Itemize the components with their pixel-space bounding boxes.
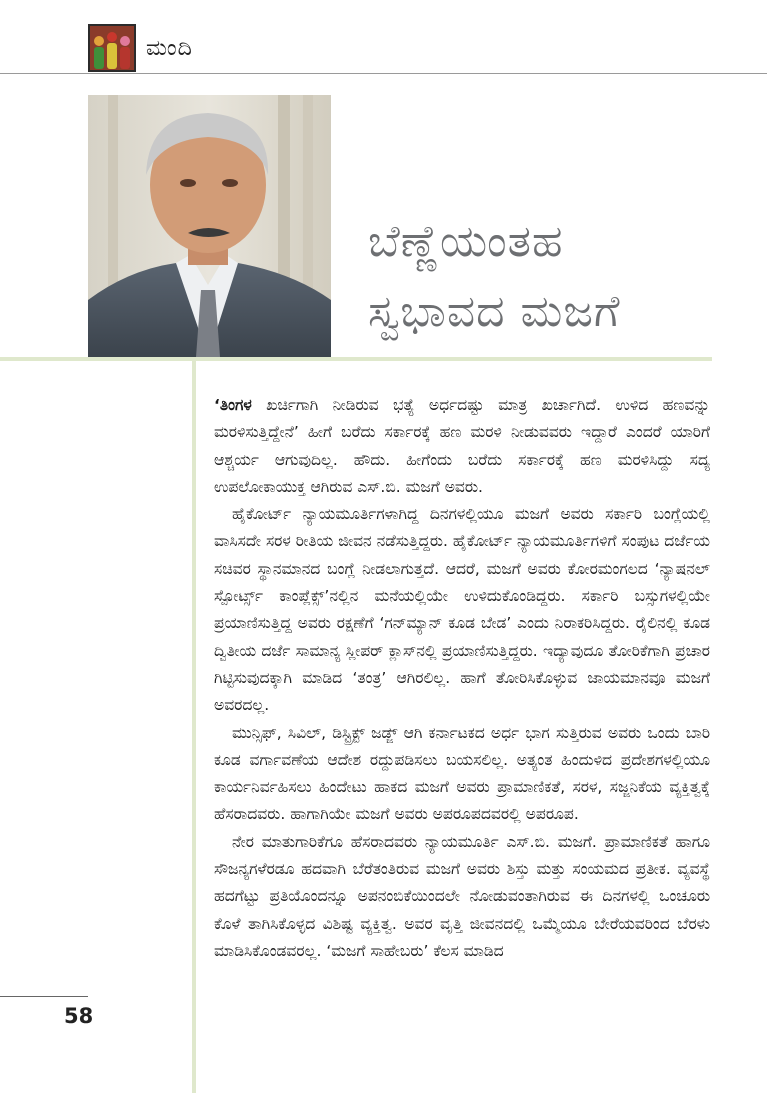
page-number-rule xyxy=(0,996,88,997)
headline-line-2: ಸ್ವಭಾವದ ಮಜಗೆ xyxy=(368,286,621,337)
headline-divider xyxy=(0,357,712,361)
headline-line-1: ಬೆಣ್ಣೆಯಂತಹ xyxy=(368,216,564,267)
paragraph-1 xyxy=(214,392,710,501)
people-group-logo-icon xyxy=(88,24,136,72)
lead-word: ‘ತಿಂಗಳ xyxy=(214,396,252,414)
page-number: 58 xyxy=(64,1004,94,1028)
portrait-photo-icon xyxy=(88,95,331,357)
section-label: ಮಂದಿ xyxy=(146,36,193,61)
column-divider xyxy=(192,361,196,1093)
paragraph-4: ನೇರ ಮಾತುಗಾರಿಕೆಗೂ ಹೆಸರಾದವರು ನ್ಯಾಯಮೂರ್ತಿ ಎಸ್.ಬಿ. ಮಜಗೆ. ಪ್ರಾಮಾಣಿಕತೆ ಹಾಗೂ ಸೌಜನ್ಯಗಳೆರಡೂ ಹದವಾಗಿ ಬೆರೆತಂತಿರುವ ಮಜಗೆ ಅವರು ಶಿಸ್ತು ಮತ್ತು ಸಂಯಮದ ಪ್ರತೀಕ. ವ್ಯವಸ್ಥೆ ಹದಗೆಟ್ಟು ಪ್ರತಿಯೊಂದನ್ನೂ ಅಪನಂಬಿಕೆಯಿಂದಲೇ ನೋಡುವಂತಾಗಿರುವ ಈ ದಿನಗಳಲ್ಲಿ ಒಂಚೂರು ಕೊಳೆ ತಾಗಿಸಿಕೊಳ್ಳದ ವಿಶಿಷ್ಟ ವ್ಯಕ್ತಿತ್ವ. ಅವರ ವೃತ್ತಿ ಜೀವನದಲ್ಲಿ ಒಮ್ಮೆಯೂ ಬೇರೆಯವರಿಂದ ಬೆರಳು ಮಾಡಿಸಿಕೊಂಡವರಲ್ಲ. ‘ಮಜಗೆ ಸಾಹೇಬರು’ ಕೆಲಸ ಮಾಡಿದ xyxy=(214,832,710,960)
article-body xyxy=(214,392,710,965)
paragraph-1-text: ಖರ್ಚಿಗಾಗಿ ನೀಡಿರುವ ಭತ್ಯೆ ಅರ್ಧದಷ್ಟು ಮಾತ್ರ ಖರ್ಚಾಗಿದೆ. ಉಳಿದ ಹಣವನ್ನು ಮರಳಿಸುತ್ತಿದ್ದೇನೆ’ ಹೀಗೆ ಬರೆದು ಸರ್ಕಾರಕ್ಕೆ ಹಣ ಮರಳಿ ನೀಡುವವರು ಇದ್ದಾರೆ ಎಂದರೆ ಯಾರಿಗೆ ಆಶ್ಚರ್ಯ ಆಗುವುದಿಲ್ಲ. ಹೌದು. ಹೀಗೆಂದು ಬರೆದು ಸರ್ಕಾರಕ್ಕೆ ಹಣ ಮರಳಿಸಿದ್ದು ಸದ್ಯ ಉಪಲೋಕಾಯುಕ್ತ ಆಗಿರುವ ಎಸ್.ಬಿ. ಮಜಗೆ ಅವರು. xyxy=(214,396,710,496)
paragraph-3: ಮುನ್ಸಿಫ್, ಸಿವಿಲ್, ಡಿಸ್ಟ್ರಿಕ್ಟ್ ಜಡ್ಜ್ ಆಗಿ ಕರ್ನಾಟಕದ ಅರ್ಧ ಭಾಗ ಸುತ್ತಿರುವ ಅವರು ಒಂದು ಬಾರಿ ಕೂಡ ವರ್ಗಾವಣೆಯ ಆದೇಶ ರದ್ದುಪಡಿಸಲು ಬಯಸಲಿಲ್ಲ. ಅತ್ಯಂತ ಹಿಂದುಳಿದ ಪ್ರದೇಶಗಳಲ್ಲಿಯೂ ಕಾರ್ಯನಿರ್ವಹಿಸಲು ಹಿಂದೇಟು ಹಾಕದ ಮಜಗೆ ಅವರು ಪ್ರಾಮಾಣಿಕತೆ, ಸರಳ, ಸಜ್ಜನಿಕೆಯ ವ್ಯಕ್ತಿತ್ವಕ್ಕೆ ಹೆಸರಾದವರು. ಹಾಗಾಗಿಯೇ ಮಜಗೆ ಅವರು ಅಪರೂಪದವರಲ್ಲಿ ಅಪರೂಪ. xyxy=(214,723,710,824)
paragraph-2: ಹೈಕೋರ್ಟ್ ನ್ಯಾಯಮೂರ್ತಿಗಳಾಗಿದ್ದ ದಿನಗಳಲ್ಲಿಯೂ ಮಜಗೆ ಅವರು ಸರ್ಕಾರಿ ಬಂಗ್ಲೆಯಲ್ಲಿ ವಾಸಿಸದೇ ಸರಳ ರೀತಿಯ ಜೀವನ ನಡೆಸುತ್ತಿದ್ದರು. ಹೈಕೋರ್ಟ್ ನ್ಯಾಯಮೂರ್ತಿಗಳಿಗೆ ಸಂಪುಟ ದರ್ಜೆಯ ಸಚಿವರ ಸ್ಥಾನಮಾನದ ಬಂಗ್ಲೆ ನೀಡಲಾಗುತ್ತದೆ. ಆದರೆ, ಮಜಗೆ ಅವರು ಕೋರಮಂಗಲದ ‘ನ್ಯಾಷನಲ್ ಸ್ಪೋರ್ಟ್ಸ್ ಕಾಂಪ್ಲೆಕ್ಸ್’ನಲ್ಲಿನ ಮನೆಯಲ್ಲಿಯೇ ಉಳಿದುಕೊಂಡಿದ್ದರು. ಸರ್ಕಾರಿ ಬಸ್ಸುಗಳಲ್ಲಿಯೇ ಪ್ರಯಾಣಿಸುತ್ತಿದ್ದ ಅವರು ರಕ್ಷಣೆಗೆ ‘ಗನ್‌ಮ್ಯಾನ್ ಕೂಡ ಬೇಡ’ ಎಂದು ನಿರಾಕರಿಸಿದ್ದರು. ರೈಲಿನಲ್ಲಿ ಕೂಡ ದ್ವಿತೀಯ ದರ್ಜೆ ಸಾಮಾನ್ಯ ಸ್ಲೀಪರ್ ಕ್ಲಾಸ್‌ನಲ್ಲಿ ಪ್ರಯಾಣಿಸುತ್ತಿದ್ದರು. ಇದ್ಯಾವುದೂ ತೋರಿಕೆಗಾಗಿ ಪ್ರಚಾರ ಗಿಟ್ಟಿಸುವುದಕ್ಕಾಗಿ ಮಾಡಿದ ‘ತಂತ್ರ’ ಆಗಿರಲಿಲ್ಲ. ಹಾಗೆ ತೋರಿಸಿಕೊಳ್ಳುವ ಜಾಯಮಾನವೂ ಮಜಗೆ ಅವರದಲ್ಲ. xyxy=(214,505,710,715)
header-divider xyxy=(0,73,767,74)
article-headline xyxy=(368,207,748,347)
